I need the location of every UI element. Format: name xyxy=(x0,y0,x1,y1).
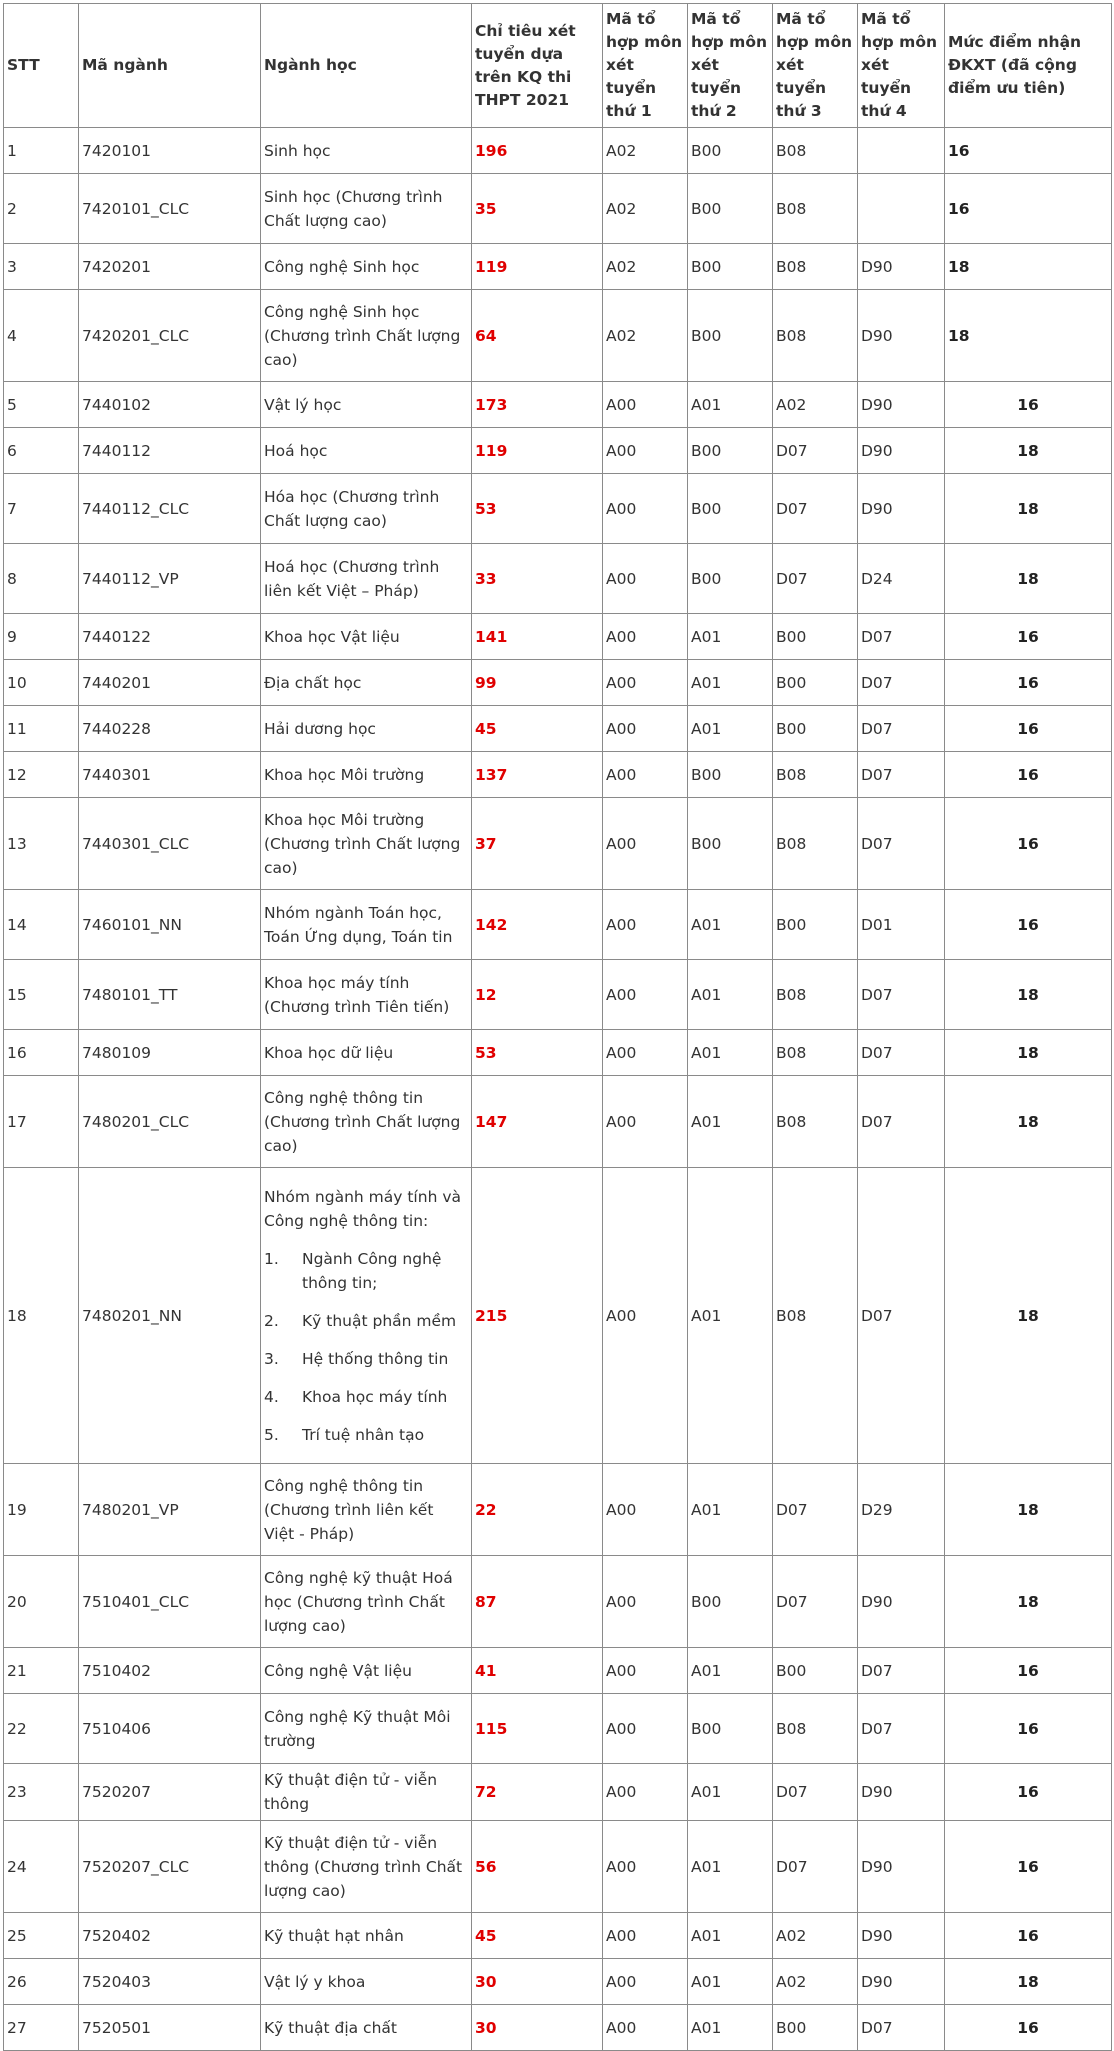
list-item xyxy=(264,1423,468,1447)
cell-combo-1: A00 xyxy=(603,1464,688,1556)
cell-score: 16 xyxy=(945,1694,1112,1764)
cell-code: 7510401_CLC xyxy=(79,1556,261,1648)
cell-major: Địa chất học xyxy=(261,660,472,706)
table-row xyxy=(4,890,1112,960)
cell-combo-2: B00 xyxy=(688,1694,773,1764)
cell-code: 7480201_VP xyxy=(79,1464,261,1556)
cell-code: 7480201_CLC xyxy=(79,1076,261,1168)
cell-combo-3: B00 xyxy=(773,660,858,706)
cell-quota: 147 xyxy=(472,1076,603,1168)
table-row xyxy=(4,290,1112,382)
list-item-number: 1. xyxy=(264,1249,279,1268)
cell-combo-3: B08 xyxy=(773,244,858,290)
cell-score: 16 xyxy=(945,382,1112,428)
cell-combo-2: B00 xyxy=(688,544,773,614)
cell-code: 7510402 xyxy=(79,1648,261,1694)
cell-code: 7440228 xyxy=(79,706,261,752)
cell-stt: 16 xyxy=(4,1030,79,1076)
cell-score: 16 xyxy=(945,1764,1112,1821)
cell-combo-4: D07 xyxy=(858,614,945,660)
cell-combo-3: D07 xyxy=(773,1764,858,1821)
table-row xyxy=(4,128,1112,174)
cell-combo-1: A00 xyxy=(603,1076,688,1168)
cell-score: 16 xyxy=(945,706,1112,752)
cell-stt: 6 xyxy=(4,428,79,474)
cell-score: 16 xyxy=(945,660,1112,706)
cell-combo-2: B00 xyxy=(688,244,773,290)
cell-score: 18 xyxy=(945,1556,1112,1648)
cell-quota: 41 xyxy=(472,1648,603,1694)
cell-combo-3: D07 xyxy=(773,474,858,544)
cell-stt: 7 xyxy=(4,474,79,544)
list-item-label: Khoa học máy tính xyxy=(302,1387,448,1406)
cell-combo-2: A01 xyxy=(688,614,773,660)
cell-quota: 30 xyxy=(472,2005,603,2051)
cell-quota: 45 xyxy=(472,706,603,752)
table-row xyxy=(4,474,1112,544)
cell-combo-1: A00 xyxy=(603,1030,688,1076)
cell-quota: 141 xyxy=(472,614,603,660)
cell-stt: 15 xyxy=(4,960,79,1030)
cell-combo-3: D07 xyxy=(773,1556,858,1648)
list-item xyxy=(264,1385,468,1409)
cell-major: Khoa học Vật liệu xyxy=(261,614,472,660)
cell-combo-3: A02 xyxy=(773,1959,858,2005)
cell-score: 16 xyxy=(945,128,1112,174)
cell-combo-4: D90 xyxy=(858,1913,945,1959)
cell-score: 18 xyxy=(945,290,1112,382)
cell-stt: 19 xyxy=(4,1464,79,1556)
cell-major: Công nghệ thông tin (Chương trình liên kết Việt - Pháp) xyxy=(261,1464,472,1556)
cell-major: Kỹ thuật điện tử - viễn thông (Chương trình Chất lượng cao) xyxy=(261,1821,472,1913)
cell-quota: 33 xyxy=(472,544,603,614)
cell-combo-4: D07 xyxy=(858,1694,945,1764)
cell-combo-3: B08 xyxy=(773,1694,858,1764)
table-row xyxy=(4,382,1112,428)
cell-major: Kỹ thuật điện tử - viễn thông xyxy=(261,1764,472,1821)
cell-major: Công nghệ Sinh học xyxy=(261,244,472,290)
cell-quota: 64 xyxy=(472,290,603,382)
cell-combo-4: D07 xyxy=(858,1076,945,1168)
cell-code: 7420101 xyxy=(79,128,261,174)
cell-combo-2: B00 xyxy=(688,290,773,382)
cell-combo-1: A00 xyxy=(603,544,688,614)
table-row xyxy=(4,428,1112,474)
cell-code: 7440112_VP xyxy=(79,544,261,614)
cell-combo-3: B08 xyxy=(773,1168,858,1464)
cell-combo-3: B08 xyxy=(773,1030,858,1076)
cell-combo-1: A00 xyxy=(603,660,688,706)
cell-combo-4: D01 xyxy=(858,890,945,960)
cell-code: 7440102 xyxy=(79,382,261,428)
cell-score: 18 xyxy=(945,1959,1112,2005)
table-row xyxy=(4,1821,1112,1913)
cell-combo-2: A01 xyxy=(688,960,773,1030)
header-combo-4: Mã tổ hợp môn xét tuyển thứ 4 xyxy=(858,4,945,128)
cell-quota: 37 xyxy=(472,798,603,890)
header-score: Mức điểm nhận ĐKXT (đã cộng điểm ưu tiên) xyxy=(945,4,1112,128)
cell-stt: 25 xyxy=(4,1913,79,1959)
cell-quota: 22 xyxy=(472,1464,603,1556)
cell-quota: 87 xyxy=(472,1556,603,1648)
header-quota: Chỉ tiêu xét tuyển dựa trên KQ thi THPT 2021 xyxy=(472,4,603,128)
cell-major: Hóa học (Chương trình Chất lượng cao) xyxy=(261,474,472,544)
list-item-label: Kỹ thuật phần mềm xyxy=(302,1311,457,1330)
major-group-title: Nhóm ngành máy tính và Công nghệ thông tin: xyxy=(264,1187,461,1230)
cell-combo-2: B00 xyxy=(688,752,773,798)
cell-combo-2: A01 xyxy=(688,1648,773,1694)
table-body xyxy=(4,128,1112,2051)
header-stt: STT xyxy=(4,4,79,128)
table-row xyxy=(4,1076,1112,1168)
cell-combo-1: A00 xyxy=(603,752,688,798)
cell-quota: 72 xyxy=(472,1764,603,1821)
cell-combo-4 xyxy=(858,128,945,174)
cell-combo-1: A00 xyxy=(603,1913,688,1959)
cell-combo-3: B00 xyxy=(773,706,858,752)
cell-stt: 27 xyxy=(4,2005,79,2051)
cell-combo-1: A00 xyxy=(603,474,688,544)
table-row xyxy=(4,1959,1112,2005)
cell-major: Công nghệ Sinh học (Chương trình Chất lượng cao) xyxy=(261,290,472,382)
cell-stt: 17 xyxy=(4,1076,79,1168)
cell-code: 7520402 xyxy=(79,1913,261,1959)
cell-combo-1: A00 xyxy=(603,798,688,890)
cell-code: 7460101_NN xyxy=(79,890,261,960)
cell-combo-3: B08 xyxy=(773,174,858,244)
cell-combo-3: B08 xyxy=(773,798,858,890)
cell-code: 7440201 xyxy=(79,660,261,706)
table-row xyxy=(4,1764,1112,1821)
table-row xyxy=(4,798,1112,890)
table-row xyxy=(4,244,1112,290)
cell-quota: 196 xyxy=(472,128,603,174)
cell-combo-1: A00 xyxy=(603,706,688,752)
list-item xyxy=(264,1247,468,1295)
cell-stt: 10 xyxy=(4,660,79,706)
cell-major: Kỹ thuật địa chất xyxy=(261,2005,472,2051)
list-item-number: 3. xyxy=(264,1349,279,1368)
cell-code: 7440301_CLC xyxy=(79,798,261,890)
cell-major: Khoa học Môi trường (Chương trình Chất lượng cao) xyxy=(261,798,472,890)
cell-combo-2: A01 xyxy=(688,1913,773,1959)
cell-score: 18 xyxy=(945,960,1112,1030)
cell-combo-3: D07 xyxy=(773,1464,858,1556)
cell-score: 18 xyxy=(945,1464,1112,1556)
cell-score: 18 xyxy=(945,1168,1112,1464)
cell-combo-3: A02 xyxy=(773,1913,858,1959)
cell-combo-2: B00 xyxy=(688,128,773,174)
list-item-label: Hệ thống thông tin xyxy=(302,1349,449,1368)
cell-combo-1: A00 xyxy=(603,1168,688,1464)
header-combo-2: Mã tổ hợp môn xét tuyển thứ 2 xyxy=(688,4,773,128)
cell-major: Hoá học xyxy=(261,428,472,474)
major-sublist xyxy=(264,1247,468,1447)
cell-stt: 8 xyxy=(4,544,79,614)
table-row xyxy=(4,660,1112,706)
cell-combo-2: B00 xyxy=(688,1556,773,1648)
cell-quota: 12 xyxy=(472,960,603,1030)
cell-quota: 119 xyxy=(472,244,603,290)
cell-quota: 30 xyxy=(472,1959,603,2005)
cell-combo-1: A00 xyxy=(603,428,688,474)
list-item-number: 5. xyxy=(264,1425,279,1444)
cell-code: 7520207 xyxy=(79,1764,261,1821)
cell-combo-3: D07 xyxy=(773,544,858,614)
cell-combo-1: A00 xyxy=(603,960,688,1030)
cell-combo-1: A00 xyxy=(603,1556,688,1648)
table-row xyxy=(4,1030,1112,1076)
cell-quota: 142 xyxy=(472,890,603,960)
cell-combo-4: D07 xyxy=(858,798,945,890)
cell-quota: 53 xyxy=(472,1030,603,1076)
cell-code: 7510406 xyxy=(79,1694,261,1764)
cell-score: 16 xyxy=(945,614,1112,660)
cell-combo-2: A01 xyxy=(688,1464,773,1556)
cell-score: 18 xyxy=(945,1076,1112,1168)
cell-combo-1: A00 xyxy=(603,614,688,660)
cell-major xyxy=(261,1168,472,1464)
cell-combo-2: B00 xyxy=(688,474,773,544)
cell-combo-4: D90 xyxy=(858,1556,945,1648)
cell-major: Sinh học xyxy=(261,128,472,174)
table-row xyxy=(4,1168,1112,1464)
cell-combo-4: D90 xyxy=(858,474,945,544)
cell-combo-3: B00 xyxy=(773,614,858,660)
cell-combo-4: D07 xyxy=(858,1648,945,1694)
cell-combo-3: B00 xyxy=(773,890,858,960)
table-row xyxy=(4,2005,1112,2051)
list-item xyxy=(264,1347,468,1371)
cell-stt: 14 xyxy=(4,890,79,960)
cell-score: 16 xyxy=(945,1913,1112,1959)
cell-combo-1: A00 xyxy=(603,2005,688,2051)
cell-code: 7440112 xyxy=(79,428,261,474)
cell-major: Công nghệ kỹ thuật Hoá học (Chương trình Chất lượng cao) xyxy=(261,1556,472,1648)
cell-major: Công nghệ Kỹ thuật Môi trường xyxy=(261,1694,472,1764)
cell-combo-2: A01 xyxy=(688,1076,773,1168)
cell-code: 7480109 xyxy=(79,1030,261,1076)
cell-major: Hải dương học xyxy=(261,706,472,752)
cell-score: 18 xyxy=(945,474,1112,544)
cell-code: 7440301 xyxy=(79,752,261,798)
cell-major: Vật lý học xyxy=(261,382,472,428)
cell-combo-3: D07 xyxy=(773,428,858,474)
cell-combo-4: D07 xyxy=(858,960,945,1030)
cell-combo-2: A01 xyxy=(688,1821,773,1913)
cell-combo-2: A01 xyxy=(688,1168,773,1464)
cell-code: 7440112_CLC xyxy=(79,474,261,544)
cell-combo-4: D07 xyxy=(858,752,945,798)
cell-major: Khoa học máy tính (Chương trình Tiên tiến) xyxy=(261,960,472,1030)
cell-combo-4: D90 xyxy=(858,1959,945,2005)
cell-combo-2: A01 xyxy=(688,1959,773,2005)
cell-stt: 11 xyxy=(4,706,79,752)
cell-combo-4: D07 xyxy=(858,660,945,706)
cell-major: Hoá học (Chương trình liên kết Việt – Pháp) xyxy=(261,544,472,614)
cell-combo-3: B00 xyxy=(773,2005,858,2051)
table-row xyxy=(4,1464,1112,1556)
cell-score: 16 xyxy=(945,890,1112,960)
cell-major: Khoa học dữ liệu xyxy=(261,1030,472,1076)
cell-combo-4: D90 xyxy=(858,428,945,474)
cell-combo-3: B08 xyxy=(773,128,858,174)
cell-combo-2: B00 xyxy=(688,174,773,244)
cell-combo-2: B00 xyxy=(688,428,773,474)
cell-combo-2: B00 xyxy=(688,798,773,890)
cell-combo-2: A01 xyxy=(688,382,773,428)
cell-score: 18 xyxy=(945,428,1112,474)
cell-stt: 9 xyxy=(4,614,79,660)
cell-combo-3: A02 xyxy=(773,382,858,428)
list-item-number: 4. xyxy=(264,1387,279,1406)
cell-code: 7520501 xyxy=(79,2005,261,2051)
cell-combo-2: A01 xyxy=(688,706,773,752)
cell-score: 16 xyxy=(945,752,1112,798)
cell-stt: 4 xyxy=(4,290,79,382)
cell-score: 18 xyxy=(945,244,1112,290)
cell-stt: 20 xyxy=(4,1556,79,1648)
table-row xyxy=(4,174,1112,244)
cell-combo-3: B08 xyxy=(773,1076,858,1168)
cell-code: 7520207_CLC xyxy=(79,1821,261,1913)
cell-combo-4: D90 xyxy=(858,1821,945,1913)
cell-combo-4: D90 xyxy=(858,244,945,290)
cell-quota: 119 xyxy=(472,428,603,474)
table-row xyxy=(4,1913,1112,1959)
cell-code: 7420201_CLC xyxy=(79,290,261,382)
cell-combo-1: A00 xyxy=(603,1821,688,1913)
cell-combo-3: B00 xyxy=(773,1648,858,1694)
cell-score: 16 xyxy=(945,174,1112,244)
cell-combo-4: D29 xyxy=(858,1464,945,1556)
cell-major: Công nghệ Vật liệu xyxy=(261,1648,472,1694)
cell-major: Nhóm ngành Toán học, Toán Ứng dụng, Toán tin xyxy=(261,890,472,960)
list-item-label: Trí tuệ nhân tạo xyxy=(302,1425,425,1444)
cell-code: 7480101_TT xyxy=(79,960,261,1030)
table-row xyxy=(4,1694,1112,1764)
cell-stt: 13 xyxy=(4,798,79,890)
cell-combo-2: A01 xyxy=(688,1764,773,1821)
cell-combo-1: A00 xyxy=(603,382,688,428)
cell-major: Khoa học Môi trường xyxy=(261,752,472,798)
cell-combo-4 xyxy=(858,174,945,244)
cell-code: 7440122 xyxy=(79,614,261,660)
cell-code: 7420101_CLC xyxy=(79,174,261,244)
table-row xyxy=(4,960,1112,1030)
cell-combo-1: A00 xyxy=(603,1764,688,1821)
list-item-number: 2. xyxy=(264,1311,279,1330)
cell-combo-1: A02 xyxy=(603,128,688,174)
cell-score: 16 xyxy=(945,798,1112,890)
cell-code: 7420201 xyxy=(79,244,261,290)
cell-stt: 18 xyxy=(4,1168,79,1464)
table-row xyxy=(4,544,1112,614)
cell-combo-4: D07 xyxy=(858,2005,945,2051)
cell-combo-2: A01 xyxy=(688,660,773,706)
cell-combo-3: B08 xyxy=(773,752,858,798)
header-combo-3: Mã tổ hợp môn xét tuyển thứ 3 xyxy=(773,4,858,128)
cell-combo-1: A00 xyxy=(603,1959,688,2005)
cell-combo-1: A00 xyxy=(603,1694,688,1764)
admission-table xyxy=(3,3,1112,2051)
cell-stt: 12 xyxy=(4,752,79,798)
cell-stt: 22 xyxy=(4,1694,79,1764)
table-row xyxy=(4,752,1112,798)
cell-combo-4: D07 xyxy=(858,1168,945,1464)
cell-combo-2: A01 xyxy=(688,890,773,960)
cell-combo-3: D07 xyxy=(773,1821,858,1913)
cell-combo-4: D90 xyxy=(858,382,945,428)
cell-combo-4: D24 xyxy=(858,544,945,614)
cell-combo-1: A00 xyxy=(603,1648,688,1694)
list-item xyxy=(264,1309,468,1333)
table-row xyxy=(4,614,1112,660)
list-item-label: Ngành Công nghệ thông tin; xyxy=(302,1249,442,1292)
cell-stt: 5 xyxy=(4,382,79,428)
cell-quota: 56 xyxy=(472,1821,603,1913)
cell-major: Kỹ thuật hạt nhân xyxy=(261,1913,472,1959)
cell-stt: 24 xyxy=(4,1821,79,1913)
cell-stt: 21 xyxy=(4,1648,79,1694)
cell-score: 16 xyxy=(945,1821,1112,1913)
cell-quota: 35 xyxy=(472,174,603,244)
cell-combo-3: B08 xyxy=(773,960,858,1030)
cell-score: 18 xyxy=(945,1030,1112,1076)
table-row xyxy=(4,706,1112,752)
cell-combo-4: D07 xyxy=(858,1030,945,1076)
table-row xyxy=(4,1556,1112,1648)
header-code: Mã ngành xyxy=(79,4,261,128)
header-major: Ngành học xyxy=(261,4,472,128)
cell-score: 18 xyxy=(945,544,1112,614)
cell-major: Sinh học (Chương trình Chất lượng cao) xyxy=(261,174,472,244)
cell-code: 7480201_NN xyxy=(79,1168,261,1464)
cell-score: 16 xyxy=(945,2005,1112,2051)
cell-combo-1: A00 xyxy=(603,890,688,960)
cell-stt: 3 xyxy=(4,244,79,290)
cell-stt: 2 xyxy=(4,174,79,244)
cell-quota: 173 xyxy=(472,382,603,428)
cell-stt: 26 xyxy=(4,1959,79,2005)
cell-combo-4: D07 xyxy=(858,706,945,752)
cell-major: Vật lý y khoa xyxy=(261,1959,472,2005)
cell-quota: 45 xyxy=(472,1913,603,1959)
cell-quota: 53 xyxy=(472,474,603,544)
header-combo-1: Mã tổ hợp môn xét tuyển thứ 1 xyxy=(603,4,688,128)
cell-quota: 215 xyxy=(472,1168,603,1464)
cell-combo-4: D90 xyxy=(858,1764,945,1821)
cell-quota: 137 xyxy=(472,752,603,798)
cell-major: Công nghệ thông tin (Chương trình Chất lượng cao) xyxy=(261,1076,472,1168)
header-row xyxy=(4,4,1112,128)
cell-code: 7520403 xyxy=(79,1959,261,2005)
cell-score: 16 xyxy=(945,1648,1112,1694)
cell-stt: 1 xyxy=(4,128,79,174)
cell-combo-1: A02 xyxy=(603,290,688,382)
cell-combo-2: A01 xyxy=(688,1030,773,1076)
cell-combo-3: B08 xyxy=(773,290,858,382)
cell-quota: 115 xyxy=(472,1694,603,1764)
cell-combo-1: A02 xyxy=(603,174,688,244)
cell-quota: 99 xyxy=(472,660,603,706)
cell-stt: 23 xyxy=(4,1764,79,1821)
cell-combo-1: A02 xyxy=(603,244,688,290)
table-row xyxy=(4,1648,1112,1694)
cell-combo-4: D90 xyxy=(858,290,945,382)
cell-combo-2: A01 xyxy=(688,2005,773,2051)
